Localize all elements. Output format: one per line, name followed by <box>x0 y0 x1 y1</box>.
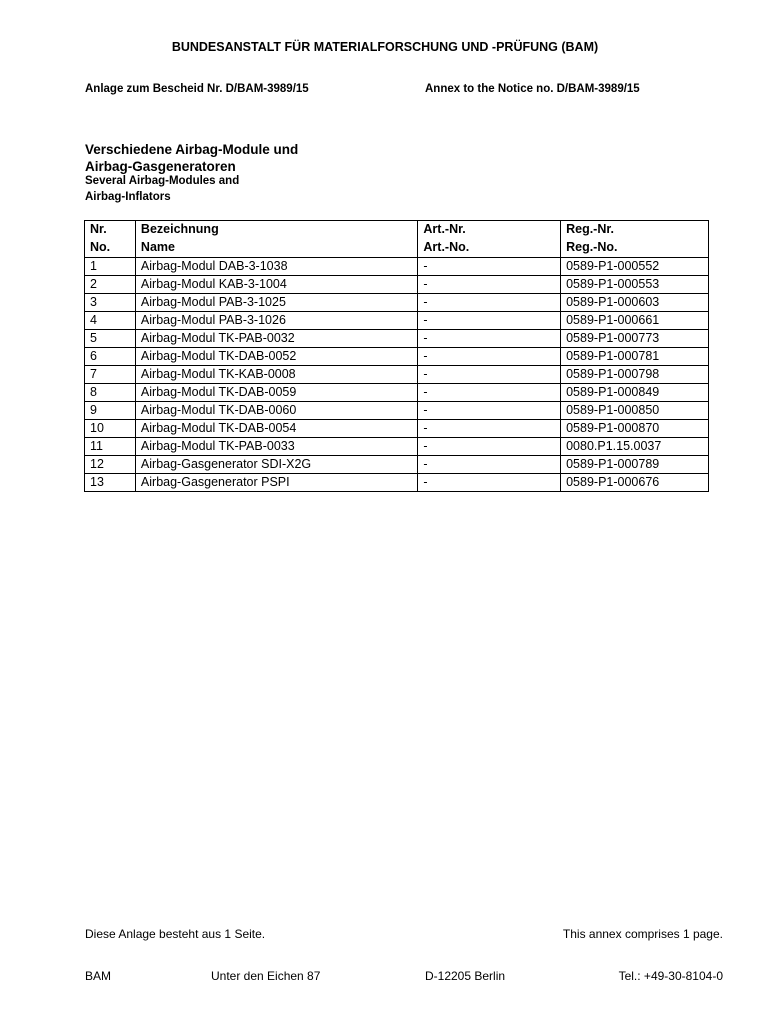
cell-name: Airbag-Modul TK-PAB-0032 <box>135 330 417 348</box>
heading-de-line1: Verschiedene Airbag-Module und <box>85 142 299 157</box>
cell-name: Airbag-Modul PAB-3-1026 <box>135 312 417 330</box>
cell-reg-nr: 0589-P1-000798 <box>561 366 709 384</box>
table-row <box>85 258 709 276</box>
cell-art-nr: - <box>418 474 561 492</box>
col-header-nr: Nr. <box>85 221 136 240</box>
table-row <box>85 348 709 366</box>
cell-nr: 4 <box>85 312 136 330</box>
cell-art-nr: - <box>418 456 561 474</box>
table-row <box>85 456 709 474</box>
cell-reg-nr: 0589-P1-000870 <box>561 420 709 438</box>
cell-nr: 3 <box>85 294 136 312</box>
col-header-reg-nr: Reg.-Nr. <box>561 221 709 240</box>
heading-de <box>85 141 298 175</box>
cell-art-nr: - <box>418 366 561 384</box>
cell-name: Airbag-Modul TK-DAB-0060 <box>135 402 417 420</box>
cell-name: Airbag-Modul TK-DAB-0054 <box>135 420 417 438</box>
table-row <box>85 402 709 420</box>
cell-name: Airbag-Modul TK-KAB-0008 <box>135 366 417 384</box>
cell-nr: 9 <box>85 402 136 420</box>
table-header-row-de <box>85 221 709 240</box>
cell-reg-nr: 0589-P1-000773 <box>561 330 709 348</box>
table-row <box>85 420 709 438</box>
cell-nr: 10 <box>85 420 136 438</box>
reference-de: Anlage zum Bescheid Nr. D/BAM-3989/15 <box>85 83 309 95</box>
cell-nr: 6 <box>85 348 136 366</box>
cell-nr: 1 <box>85 258 136 276</box>
cell-reg-nr: 0589-P1-000849 <box>561 384 709 402</box>
cell-name: Airbag-Gasgenerator PSPI <box>135 474 417 492</box>
cell-name: Airbag-Modul PAB-3-1025 <box>135 294 417 312</box>
cell-art-nr: - <box>418 294 561 312</box>
footer-city: D-12205 Berlin <box>425 969 506 983</box>
cell-nr: 2 <box>85 276 136 294</box>
cell-reg-nr: 0589-P1-000781 <box>561 348 709 366</box>
cell-art-nr: - <box>418 330 561 348</box>
cell-art-nr: - <box>418 276 561 294</box>
col-header-reg-no: Reg.-No. <box>561 239 709 258</box>
cell-art-nr: - <box>418 258 561 276</box>
cell-reg-nr: 0589-P1-000661 <box>561 312 709 330</box>
table-body <box>85 258 709 492</box>
cell-nr: 7 <box>85 366 136 384</box>
cell-name: Airbag-Modul DAB-3-1038 <box>135 258 417 276</box>
table-header-row-en <box>85 239 709 258</box>
heading-de-line2: Airbag-Gasgeneratoren <box>85 159 236 174</box>
cell-nr: 5 <box>85 330 136 348</box>
heading-en <box>85 173 239 205</box>
col-header-art-no: Art.-No. <box>418 239 561 258</box>
footer-org: BAM <box>85 969 112 983</box>
reference-en: Annex to the Notice no. D/BAM-3989/15 <box>425 83 640 95</box>
table-row <box>85 276 709 294</box>
col-header-bezeichnung: Bezeichnung <box>135 221 417 240</box>
table-row <box>85 294 709 312</box>
cell-art-nr: - <box>418 348 561 366</box>
table-row <box>85 312 709 330</box>
table-row <box>85 384 709 402</box>
cell-art-nr: - <box>418 402 561 420</box>
document-title: BUNDESANSTALT FÜR MATERIALFORSCHUNG UND -PRÜFUNG (BAM) <box>171 40 599 54</box>
cell-name: Airbag-Gasgenerator SDI-X2G <box>135 456 417 474</box>
cell-reg-nr: 0589-P1-000676 <box>561 474 709 492</box>
footer-street: Unter den Eichen 87 <box>211 969 321 983</box>
cell-reg-nr: 0080.P1.15.0037 <box>561 438 709 456</box>
cell-art-nr: - <box>418 420 561 438</box>
col-header-art-nr: Art.-Nr. <box>418 221 561 240</box>
table-row <box>85 366 709 384</box>
col-header-name: Name <box>135 239 417 258</box>
cell-nr: 8 <box>85 384 136 402</box>
cell-name: Airbag-Modul TK-DAB-0059 <box>135 384 417 402</box>
cell-reg-nr: 0589-P1-000603 <box>561 294 709 312</box>
cell-name: Airbag-Modul TK-PAB-0033 <box>135 438 417 456</box>
cell-reg-nr: 0589-P1-000789 <box>561 456 709 474</box>
cell-nr: 11 <box>85 438 136 456</box>
col-header-no: No. <box>85 239 136 258</box>
registration-table <box>84 220 709 492</box>
cell-art-nr: - <box>418 384 561 402</box>
cell-reg-nr: 0589-P1-000553 <box>561 276 709 294</box>
cell-nr: 12 <box>85 456 136 474</box>
table-row <box>85 474 709 492</box>
cell-reg-nr: 0589-P1-000552 <box>561 258 709 276</box>
cell-nr: 13 <box>85 474 136 492</box>
table-row <box>85 330 709 348</box>
cell-name: Airbag-Modul TK-DAB-0052 <box>135 348 417 366</box>
table-row <box>85 438 709 456</box>
cell-name: Airbag-Modul KAB-3-1004 <box>135 276 417 294</box>
page-count-note-de: Diese Anlage besteht aus 1 Seite. <box>85 927 266 941</box>
cell-reg-nr: 0589-P1-000850 <box>561 402 709 420</box>
page-count-note-en: This annex comprises 1 page. <box>562 927 723 941</box>
heading-en-line1: Several Airbag-Modules and <box>85 175 240 187</box>
footer-phone: Tel.: +49-30-8104-0 <box>618 969 723 983</box>
heading-en-line2: Airbag-Inflators <box>85 191 171 203</box>
cell-art-nr: - <box>418 438 561 456</box>
cell-art-nr: - <box>418 312 561 330</box>
